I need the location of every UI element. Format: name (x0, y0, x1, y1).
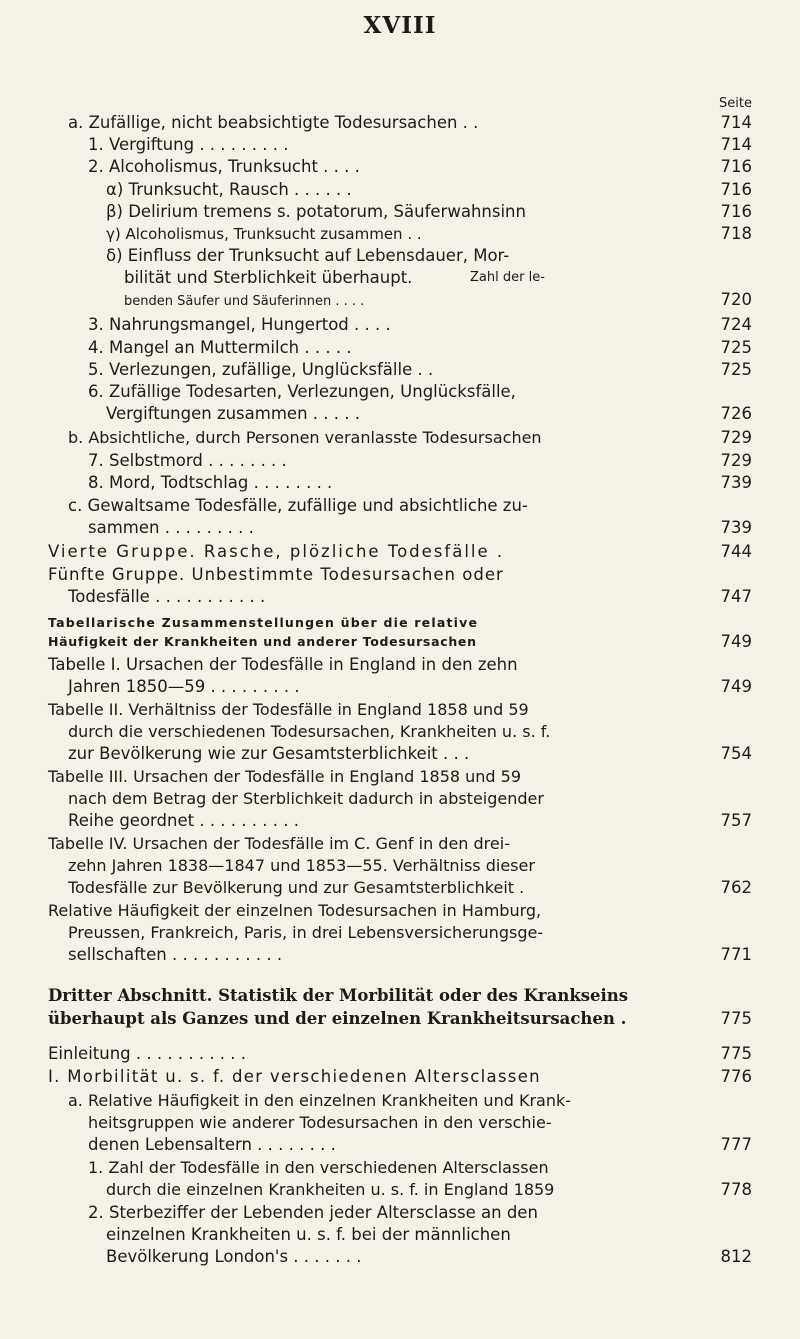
seite-column-label: Seite (719, 96, 752, 111)
toc-page: XVIII Seite a. Zufällige, nicht beabsichtigte Todesursachen . . 714 1. Vergiftung . . . . . . . . . 714 2. Alcoholismus, Trunksucht . . . . 716 α) Trunksucht, Rausch . . . . . . 716 β) Delirium tremens s. potatorum, Säuferwahnsinn 716 γ) Alcoholismus, Trunksucht zusammen . . 718 δ) Einfluss der Trunksucht auf Lebensdauer, Mor- bilität und Sterblichkeit überhaupt. Zahl der le- benden Säufer und Säuferinnen . . . . 720 3. Nahrungsmangel, Hungertod . . . . 724 4. Mangel an Muttermilch . . . . . 725 5. Verlezungen, zufällige, Unglücksfälle . . 725 6. Zufällige Todesarten, Verlezungen, Unglücksfälle, Vergiftungen zusammen . . . . . 726 b. Absichtliche, durch Personen veranlasste Todesursachen 729 7. Selbstmord . . . . . . . . 729 8. Mord, Todtschlag . . . . . . . . 739 c. Gewaltsame Todesfälle, zufällige und absichtliche zu- sammen . . . . . . . . . 739 Vierte Gruppe. Rasche, plözliche Todesfälle . 744 Fünfte Gruppe. Unbestimmte Todesursachen oder Todesfälle . . . . . . . . . . . 747 Tabellarische Zusammenstellungen über die relative Häufigkeit der Krankheiten und anderer Todesursachen 749 Tabelle I. Ursachen der Todesfälle in England in den zehn Jahren 1850—59 . . . . . . . . . 749 Tabelle II. Verhältniss der Todesfälle in England 1858 und 59 durch die verschiedenen Todesursachen, Krankheiten u. s. f. zur Bevölkerung wie zur Gesamtsterblichkeit . . . 754 Tabelle III. Ursachen der Todesfälle in England 1858 und 59 nach dem Betrag der Sterblichkeit dadurch in absteigender Reihe geordnet . . . . . . . . . . 757 Tabelle IV. Ursachen der Todesfälle im C. Genf in den drei- zehn Jahren 1838—1847 und 1853—55. Verhältniss dieser Todesfälle zur Bevölkerung und zur Gesamtsterblichkeit . 762 Relative Häufigkeit der einzelnen Todesursachen in Hamburg, Preussen, Frankreich, Paris, in drei Lebensversicherungsge- sellschaften . . . . . . . . . . . 771 Dritter Abschnitt. Statistik der Morbilität oder des Krankseins überhaupt als Ganzes und der einzelnen Krankheitsursachen . 775 Einleitung . . . . . . . . . . . 775 I. Morbilität u. s. f. der verschiedenen Altersclassen 776 a. Relative Häufigkeit in den einzelnen Krankheiten und Krank- heitsgruppen wie anderer Todesursachen in den verschie- denen Lebensaltern . . . . . . . . 777 1. Zahl der Todesfälle in den verschiedenen Altersclassen durch die einzelnen Krankheiten u. s. f. in England 1859 778 2. Sterbeziffer der Lebenden jeder Altersclasse an den einzelnen Krankheiten u. s. f. bei der männlichen Bevölkerung London's . . . . . . . 812 (0, 0, 800, 1339)
page-number-roman: XVIII (363, 12, 437, 39)
